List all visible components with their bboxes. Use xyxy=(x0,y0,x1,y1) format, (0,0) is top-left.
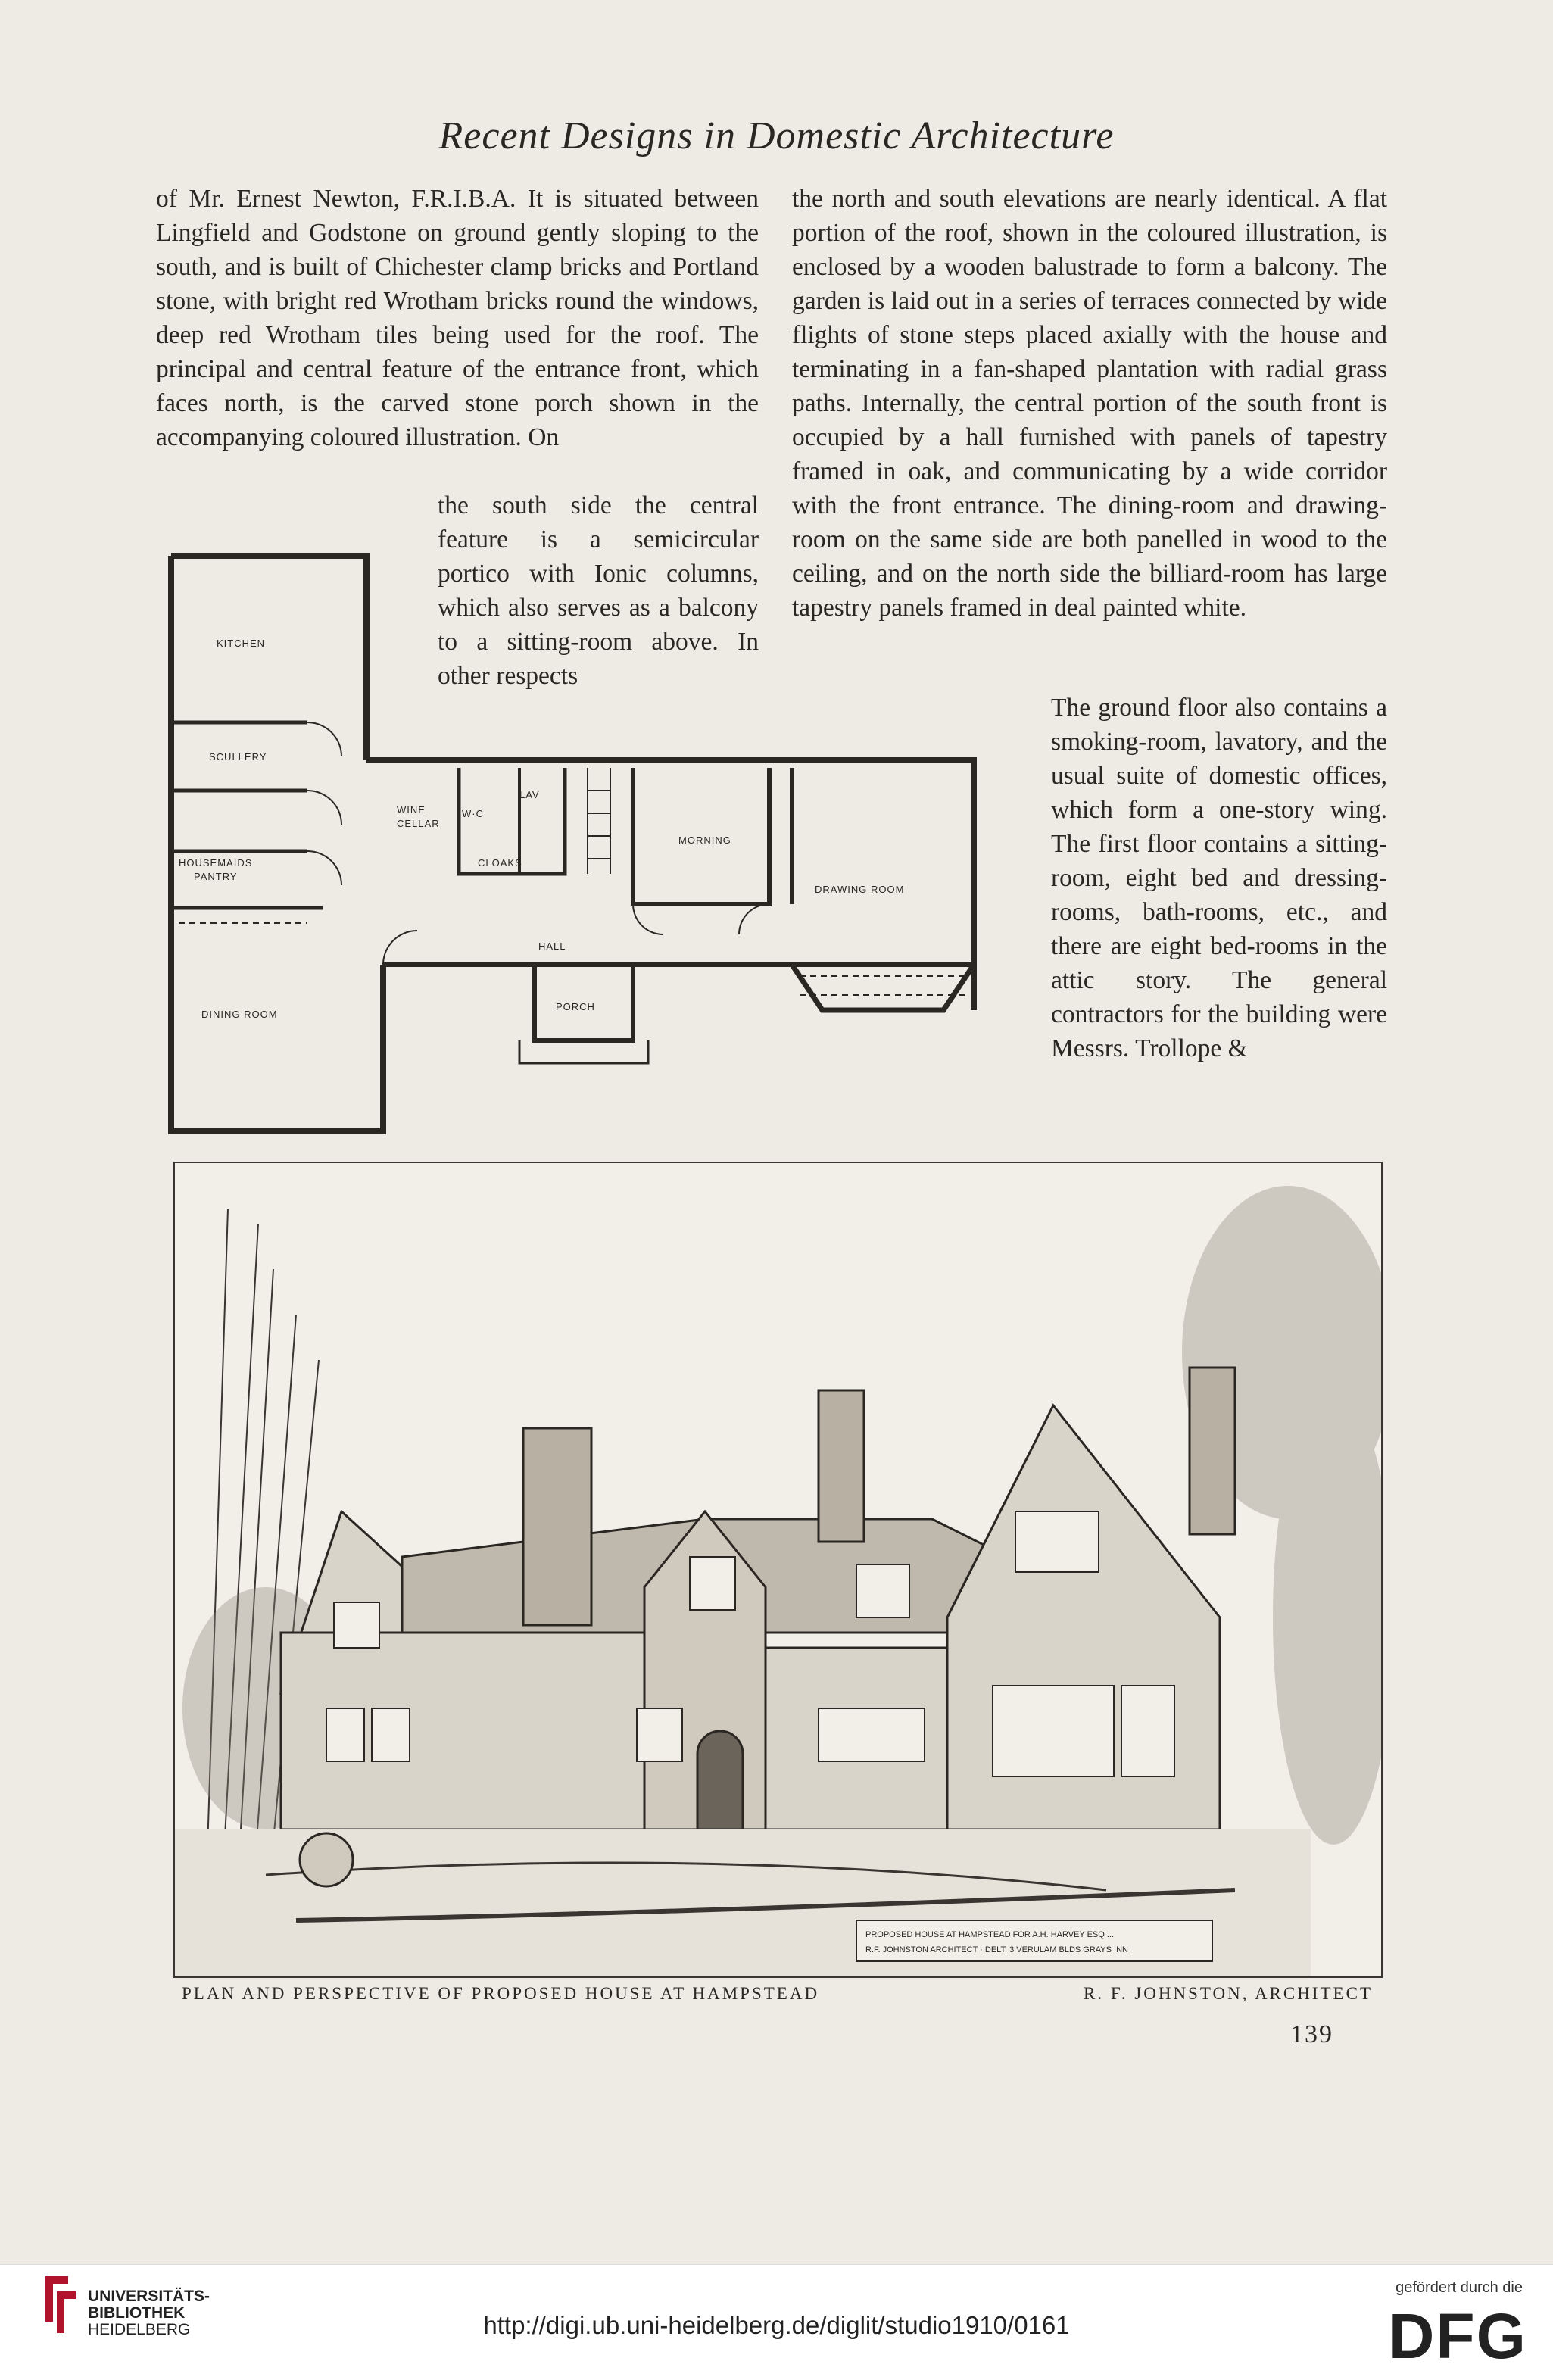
paragraph-left-top: of Mr. Ernest Newton, F.R.I.B.A. It is situated between Lingfield and Godstone on ground gently sloping to the south, and is built of Chichester clamp bricks and Portland stone, with bright red Wrotham bricks round the windows, deep red Wrotham tiles being used for the roof. The principal and central feature of the entrance front, which faces north, is the carved stone porch shown in the accompanying coloured illustration. On xyxy=(156,185,759,451)
figure-caption: PLAN AND PERSPECTIVE OF PROPOSED HOUSE AT HAMPSTEAD xyxy=(182,1984,820,2003)
plan-label-housemaids: HOUSEMAIDS xyxy=(179,857,253,869)
text-column-right-narrow xyxy=(1051,691,1387,1065)
funder-label: gefördert durch die xyxy=(1396,2279,1523,2296)
plan-wall xyxy=(171,556,366,760)
plan-label-porch: PORCH xyxy=(556,1001,595,1012)
plan-label-hall: HALL xyxy=(538,940,566,952)
plan-wall xyxy=(171,556,383,1131)
plan-label-wine: WINE xyxy=(397,804,426,816)
library-name-line3: HEIDELBERG xyxy=(88,2321,191,2338)
plan-label-cellar: CELLAR xyxy=(397,818,440,829)
plan-label-scullery: SCULLERY xyxy=(209,751,267,763)
plan-label-dining-room: DINING ROOM xyxy=(201,1009,278,1020)
paragraph-left-narrow: the south side the central feature is a semicircular portico with Ionic columns, which also serves as a balcony to a sitting-room above. In other respects xyxy=(438,491,759,690)
dfg-logo: DFG xyxy=(1388,2300,1527,2372)
plan-label-wc: W·C xyxy=(462,808,484,819)
figure-credit: R. F. JOHNSTON, ARCHITECT xyxy=(1084,1984,1373,2003)
plan-wall xyxy=(519,1040,648,1063)
plan-wall xyxy=(792,965,974,1010)
plan-label-kitchen: KITCHEN xyxy=(217,638,266,649)
library-name-line2: BIBLIOTHEK xyxy=(88,2304,186,2322)
page-number: 139 xyxy=(1290,2020,1333,2048)
perspective-illustration xyxy=(173,1162,1383,1978)
source-url-link[interactable]: http://digi.ub.uni-heidelberg.de/diglit/studio1910/0161 xyxy=(483,2311,1070,2339)
plan-label-pantry: PANTRY xyxy=(194,871,238,882)
paragraph-right-top: the north and south elevations are nearly identical. A flat portion of the roof, shown in the coloured illustration, is enclosed by a wooden balustrade to form a balcony. The garden is laid out in a series of terraces connected by wide flights of stone steps placed axially with the house and terminating in a fan-shaped plantation with radial grass paths. Internally, the central portion of the south front is occupied by a hall furnished with panels of tapestry framed in oak, and communicating by a wide corridor with the front entrance. The dining-room and drawing-room on the same side are both panelled in wood to the ceiling, and on the north side the billiard-room has large tapestry panels framed in deal painted white. xyxy=(792,185,1387,622)
plan-label-cloaks: CLOAKS xyxy=(478,857,522,869)
plan-label-drawing-room: DRAWING ROOM xyxy=(815,884,905,895)
illustration-inscription-line2: R.F. JOHNSTON ARCHITECT · DELT. 3 VERULAM BLDS GRAYS INN xyxy=(865,1945,1128,1954)
plan-label-morning: MORNING xyxy=(678,834,731,846)
library-name-line1: UNIVERSITÄTS- xyxy=(88,2288,210,2305)
illustration-inscription-line1: PROPOSED HOUSE AT HAMPSTEAD FOR A.H. HARVEY ESQ ... xyxy=(865,1930,1115,1939)
plan-label-lav: LAV xyxy=(519,789,540,800)
text-column-left-top xyxy=(156,182,759,454)
paragraph-right-narrow: The ground floor also contains a smoking-room, lavatory, and the usual suite of domestic offices, which form a one-story wing. The first floor contains a sitting-room, eight bed and dressing-rooms, bath-rooms, etc., and there are eight bed-rooms in the attic story. The general contractors for the building were Messrs. Trollope & xyxy=(1051,694,1387,1062)
floor-plan xyxy=(156,541,1016,1139)
porch-door xyxy=(697,1731,743,1829)
running-head: Recent Designs in Domestic Architecture xyxy=(438,114,1115,158)
